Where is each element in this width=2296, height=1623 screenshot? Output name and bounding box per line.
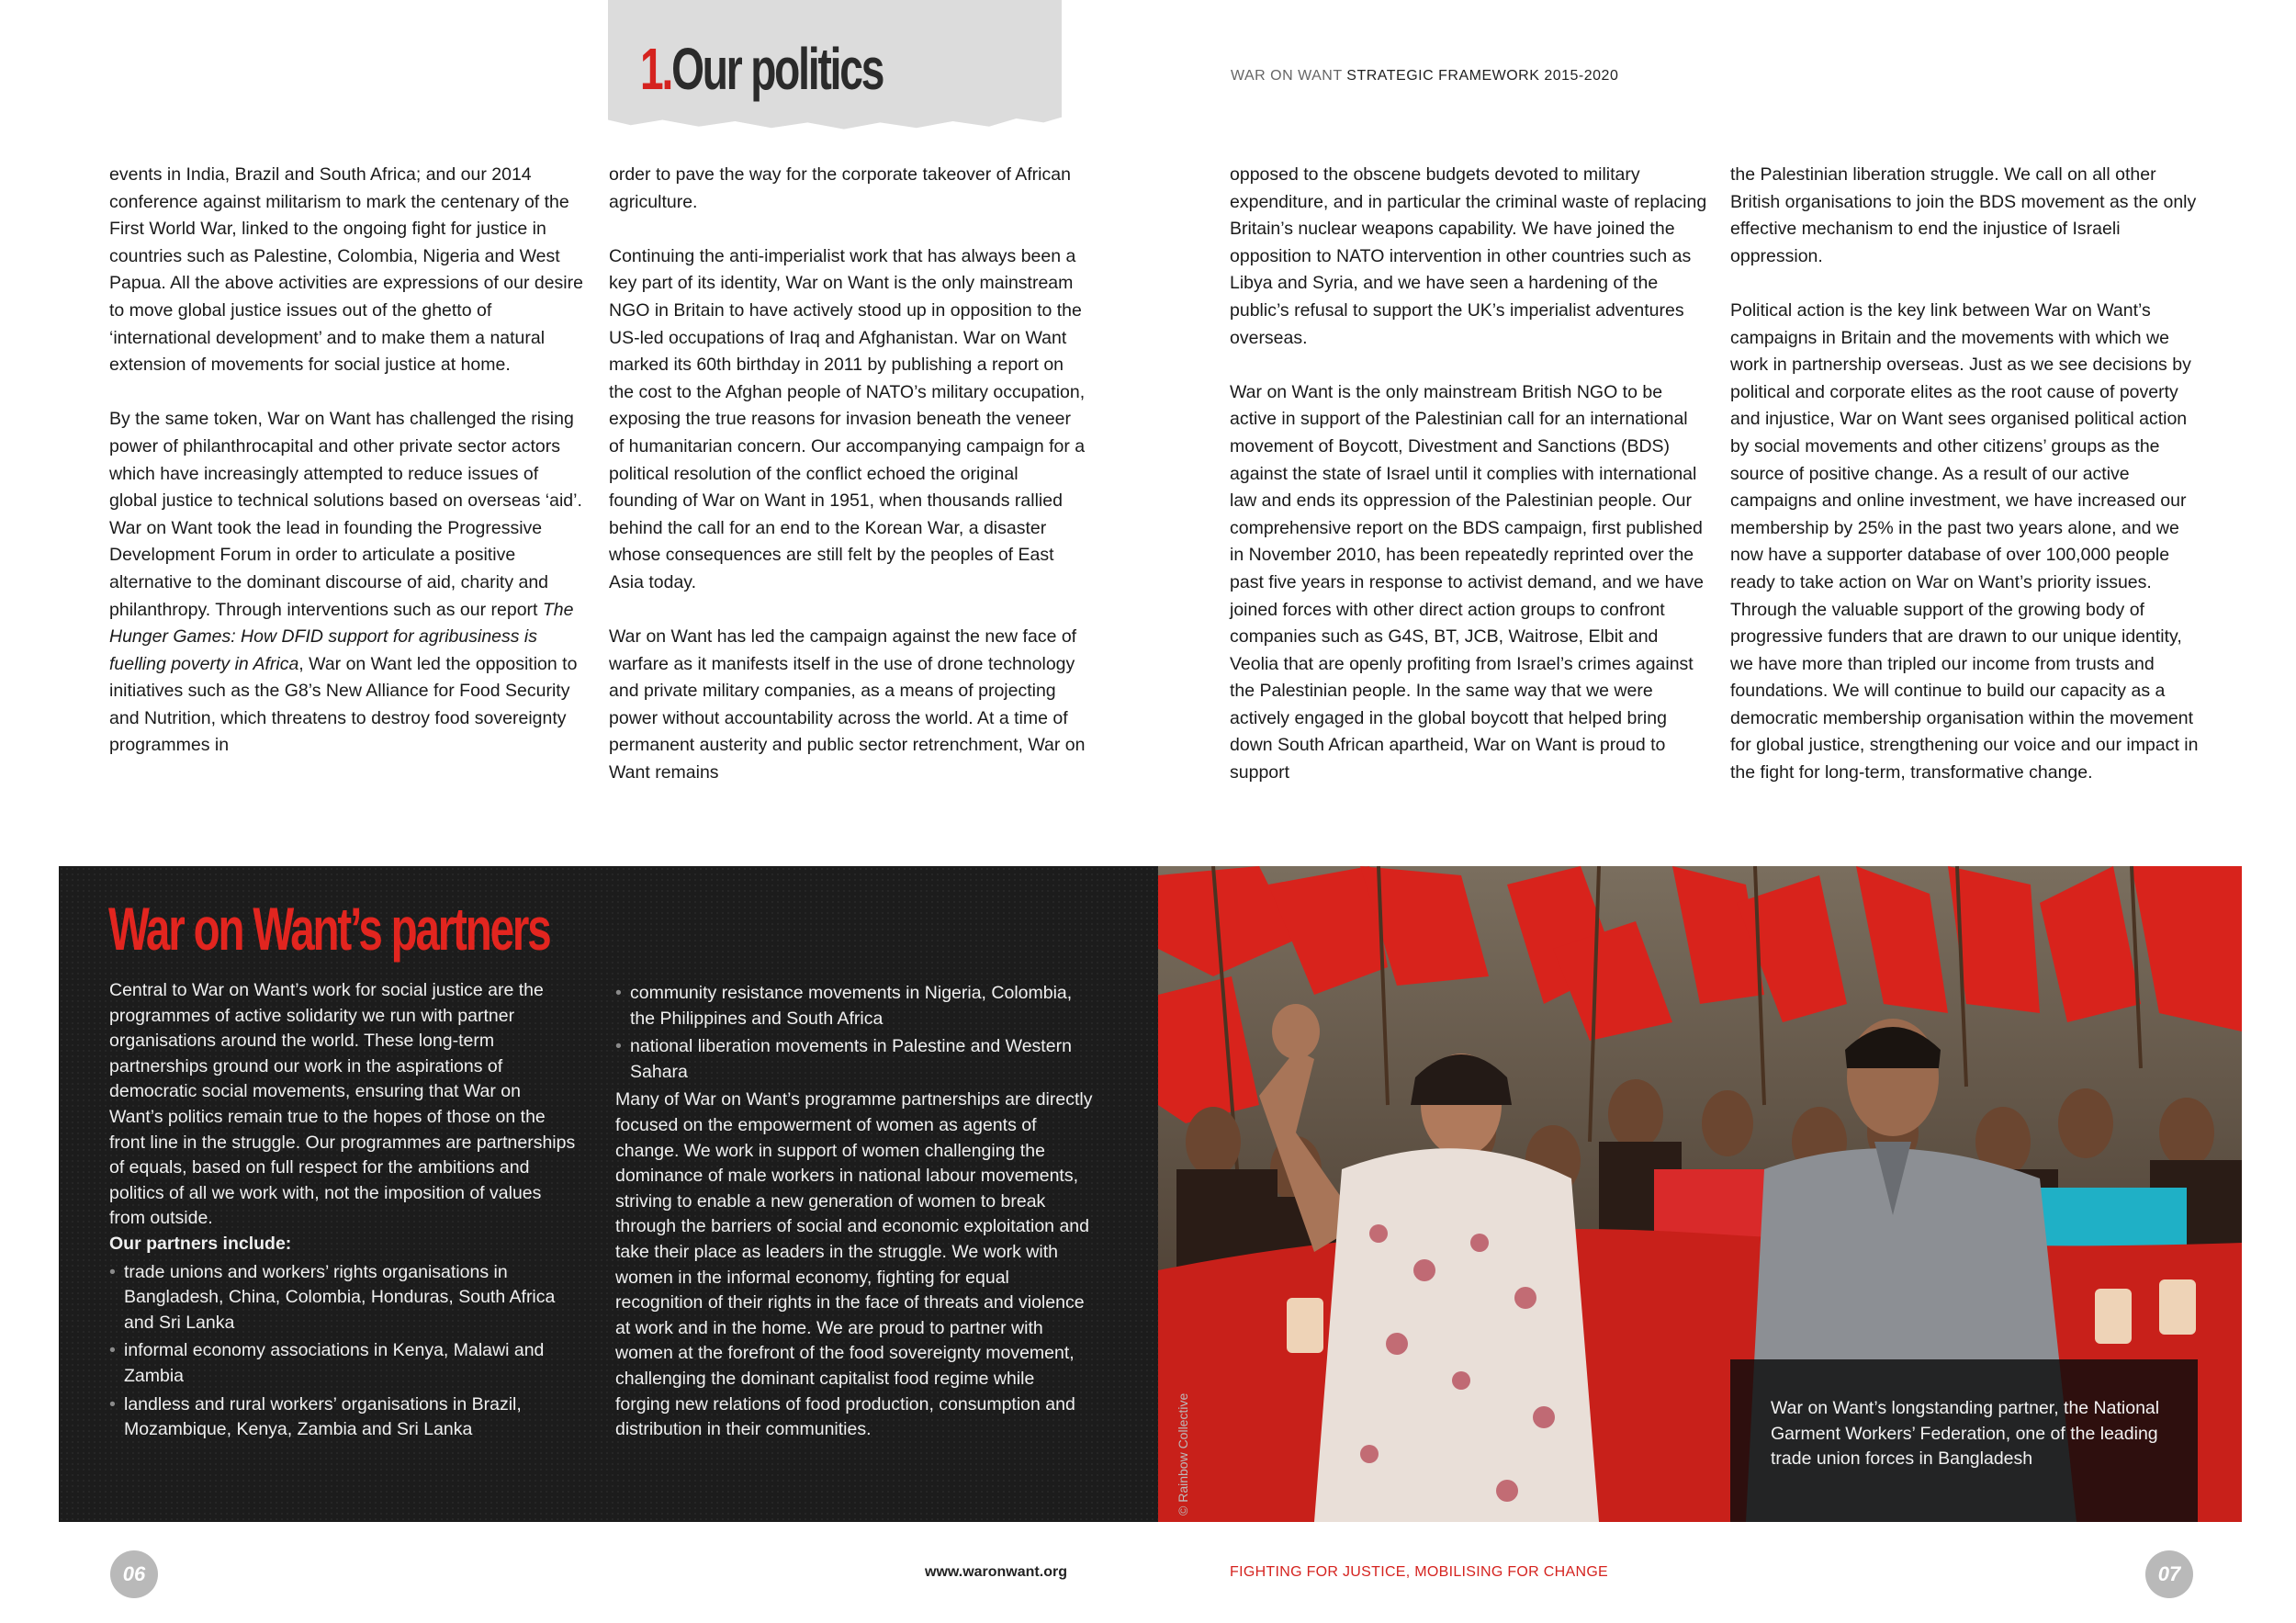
- list-item: • community resistance movements in Nigeria, Colombia, the Philippines and South Africa: [615, 981, 1093, 1031]
- footer-tagline: FIGHTING FOR JUSTICE, MOBILISING FOR CHANGE: [1230, 1564, 1609, 1580]
- paragraph: By the same token, War on Want has challenged the rising power of philanthrocapital and other private sector actors which have increasingly attempted to reduce issues of global justice to technical solutions based on overseas ‘aid’. War on Want took the lead in founding the Progressive Development Forum in order to articulate a positive alternative to the dominant discourse of aid, charity and philanthropy. Through interventions such as our report The Hunger Games: How DFID support for agribusiness is fuelling poverty in Africa, War on Want led the opposition to initiatives such as the G8’s New Alliance for Food Security and Nutrition, which threatens to destroy food sovereignty programmes in: [109, 409, 582, 756]
- list-item: • informal economy associations in Kenya, Malawi and Zambia: [109, 1338, 578, 1389]
- partners-list-left: [109, 1260, 578, 1443]
- partners-column-right: [615, 978, 1093, 1443]
- paragraph: events in India, Brazil and South Africa; and our 2014 conference against militarism to mark the centenary of the First World War, linked to the ongoing fight for justice in countries such as Palestine, Colombia, Nigeria and West Papua. All the above activities are expressions of our desire to move global justice issues out of the ghetto of ‘international development’ and to make them a natural extension of movements for social justice at home.: [109, 164, 583, 376]
- photo-credit: © Rainbow Collective: [1176, 1392, 1190, 1516]
- list-item: • trade unions and workers’ rights organisations in Bangladesh, China, Colombia, Honduras, South Africa and Sri Lanka: [109, 1260, 578, 1336]
- report-title: The Hunger Games: How DFID support for agribusiness is fuelling poverty in Africa: [109, 599, 574, 674]
- partners-list-right: [615, 981, 1093, 1085]
- paragraph: Continuing the anti-imperialist work that has always been a key part of its identity, War on Want is the only mainstream NGO in Britain to have actively stood up in opposition to the US-led occupations of Iraq and Afghanistan. War on Want marked its 60th birthday in 2011 by publishing a report on the cost to the Afghan people of NATO’s military occupation, exposing the true reasons for invasion beneath the veneer of humanitarian concern. Our accompanying campaign for a political resolution of the conflict echoed the original founding of War on Want in 1951, when thousands rallied behind the call for an end to the Korean War, a disaster whose consequences are still felt by the peoples of East Asia today.: [609, 245, 1086, 592]
- header-brand: WAR ON WANT: [1231, 68, 1343, 84]
- paragraph: opposed to the obscene budgets devoted to military expenditure, and in particular the criminal waste of replacing Britain’s nuclear weapons capability. We have joined the opposition to NATO intervention in other countries such as Libya and Syria, and we have seen a hardening of the public’s refusal to support the UK’s imperialist adventures overseas.: [1230, 164, 1707, 348]
- partners-intro: Central to War on Want’s work for social justice are the programmes of active solidarity we run with partner organisations around the world. These long-term partnerships ground our work in the aspirations of democratic social movements, ensuring that War on Want’s politics remain true to the hopes of those on the front line in the struggle. Our programmes are partnerships of equals, based on full respect for the ambitions and politics of all we work with, not the imposition of values from outside.: [109, 980, 576, 1229]
- partners-column-left: [109, 978, 578, 1446]
- women-partnerships-text: Many of War on Want’s programme partnerships are directly focused on the empowerment of women as agents of change. We work in support of women challenging the dominance of male workers in national labour movements, striving to enable a new generation of women to break through the barriers of social and economic exploitation and take their place as leaders in the struggle. We work with women in the informal economy, fighting for equal recognition of their rights in the face of threats and violence at work and in the home. We are proud to partner with women at the forefront of the food sovereignty movement, challenging the dominant capitalist food regime while forging new relations of food production, consumption and distribution in their communities.: [615, 1089, 1093, 1440]
- running-header: [1231, 68, 1618, 85]
- paragraph: War on Want has led the campaign against the new face of warfare as it manifests itself in the use of drone technology and private military companies, as a means of projecting power without accountability across the world. At a time of permanent austerity and public sector retrenchment, War on Want remains: [609, 626, 1086, 783]
- text-column-3: [1230, 162, 1707, 787]
- photo-caption: War on Want’s longstanding partner, the National Garment Workers’ Federation, one of the leading trade union forces in Bangladesh: [1771, 1398, 2160, 1470]
- page-title: [640, 35, 883, 103]
- header-framework: STRATEGIC FRAMEWORK 2015-2020: [1346, 68, 1619, 84]
- page-number-right: 07: [2145, 1550, 2193, 1598]
- paragraph: the Palestinian liberation struggle. We call on all other British organisations to join the BDS movement as the only effective mechanism to end the injustice of Israeli oppression.: [1730, 164, 2197, 266]
- paragraph: Political action is the key link between War on Want’s campaigns in Britain and the movements with which we work in partnership overseas. Just as we see decisions by political and corporate elites as the root cause of poverty and injustice, War on Want sees organised political action by social movements and other citizens’ groups as the source of positive change. As a result of our active campaigns and online investment, we have increased our membership by 25% in the past two years alone, and we now have a supporter database of over 100,000 people ready to take action on War on Want’s priority issues. Through the valuable support of the growing body of progressive funders that are drawn to our unique identity, we have more than tripled our income from trusts and foundations. We will continue to build our capacity as a democratic membership organisation within the movement for global justice, strengthening our voice and our impact in the fight for long-term, transformative change.: [1730, 299, 2199, 783]
- partners-include-heading: Our partners include:: [109, 1233, 292, 1254]
- partners-title: War on Want’s partners: [108, 895, 550, 963]
- list-item: • national liberation movements in Palestine and Western Sahara: [615, 1034, 1093, 1085]
- text-column-1: [109, 162, 587, 760]
- paragraph: War on Want is the only mainstream British NGO to be active in support of the Palestinian call for an international movement of Boycott, Divestment and Sanctions (BDS) against the state of Israel until it complies with international law and ends its oppression of the Palestinian people. Our comprehensive report on the BDS campaign, first published in November 2010, has been repeatedly reprinted over the past five years in response to activist demand, and we have joined forces with other direct action groups to confront companies such as G4S, BT, JCB, Waitrose, Elbit and Veolia that are openly profiting from Israel’s crimes against the Palestinian people. In the same way that we were actively engaged in the global boycott that helped bring down South African apartheid, War on Want is proud to support: [1230, 381, 1704, 783]
- list-item: • landless and rural workers’ organisations in Brazil, Mozambique, Kenya, Zambia and Sri Lanka: [109, 1392, 578, 1443]
- footer-url[interactable]: www.waronwant.org: [925, 1564, 1067, 1580]
- text-column-2: [609, 162, 1086, 787]
- title-number: 1.: [640, 36, 672, 102]
- paragraph: order to pave the way for the corporate takeover of African agriculture.: [609, 164, 1071, 212]
- title-text: Our politics: [671, 36, 884, 102]
- text-column-4: [1730, 162, 2208, 787]
- page-number-left: 06: [110, 1550, 158, 1598]
